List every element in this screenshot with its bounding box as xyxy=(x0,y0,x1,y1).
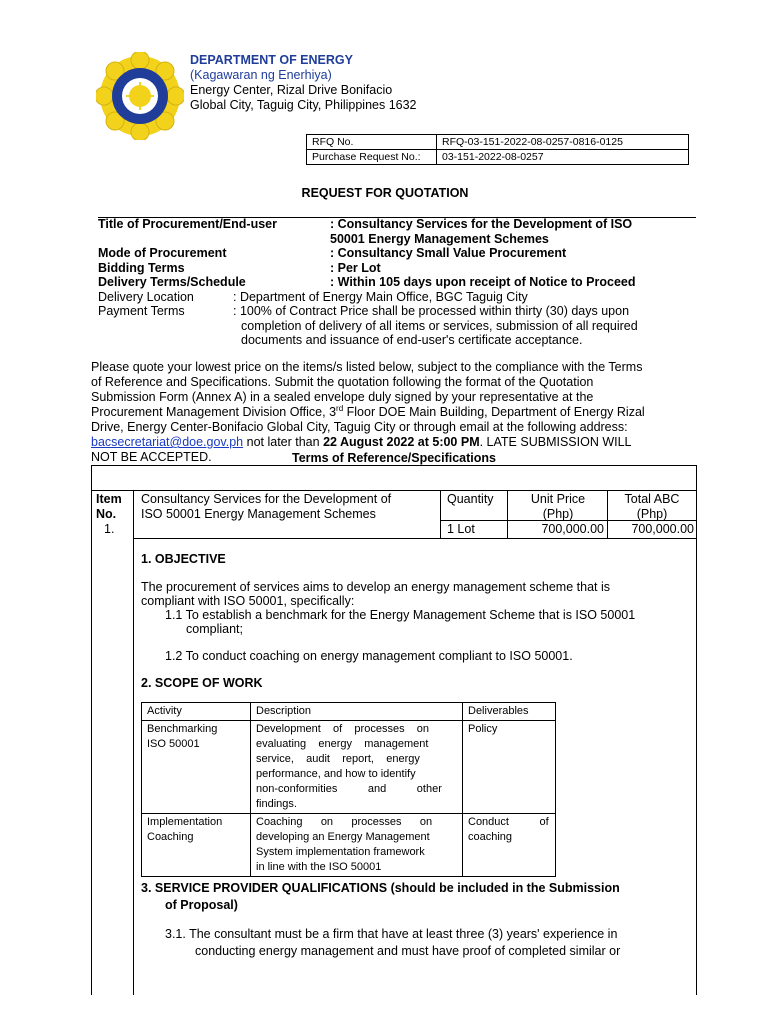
address-line-1: Energy Center, Rizal Drive Bonifacio xyxy=(190,83,393,97)
doe-logo xyxy=(96,52,184,140)
instructions-line: NOT BE ACCEPTED. xyxy=(91,450,212,464)
department-subtitle: (Kagawaran ng Enerhiya) xyxy=(190,68,332,82)
col-total-header: Total ABC (Php) xyxy=(624,492,680,521)
address-line-2: Global City, Taguig City, Philippines 1632 xyxy=(190,98,417,112)
title-value-2: 50001 Energy Management Schemes xyxy=(330,231,549,246)
item-unit-price: 700,000.00 xyxy=(541,522,604,536)
instructions-line: Procurement Management Division Office, 3rd Floor DOE Main Building, Department of Energy Rizal xyxy=(91,403,645,419)
col-qty-header: Quantity xyxy=(447,492,494,506)
bidding-label: Bidding Terms xyxy=(98,260,185,275)
scope-heading: 2. SCOPE OF WORK xyxy=(141,676,263,690)
instructions-line: Please quote your lowest price on the items/s listed below, subject to the compliance with the Terms xyxy=(91,360,643,374)
col-desc-header: Consultancy Services for the Development of ISO 50001 Energy Management Schemes xyxy=(141,492,392,521)
objective-heading: 1. OBJECTIVE xyxy=(141,552,226,566)
scope-table xyxy=(141,702,556,877)
doe-seal-icon xyxy=(96,52,184,140)
payment-value-1: : 100% of Contract Price shall be processed within thirty (30) days upon xyxy=(233,304,630,318)
col-unit-header: Unit Price (Php) xyxy=(530,492,586,521)
pr-label: Purchase Request No.: xyxy=(307,150,437,165)
procurement-summary xyxy=(98,217,698,348)
scope-row2-activity: Implementation Coaching xyxy=(142,814,251,877)
document-title: REQUEST FOR QUOTATION xyxy=(301,186,469,200)
header-block xyxy=(190,53,417,113)
instructions-paragraph xyxy=(91,360,697,465)
location-value: : Department of Energy Main Office, BGC Taguig City xyxy=(233,289,528,304)
qualifications-heading: 3. SERVICE PROVIDER QUALIFICATIONS (should be included in the Submission of Proposal) xyxy=(141,881,620,912)
mode-value: : Consultancy Small Value Procurement xyxy=(330,246,567,260)
objective-item-1-2: 1.2 To conduct coaching on energy management compliant to ISO 50001. xyxy=(165,649,573,663)
instructions-line: of Reference and Specifications. Submit the quotation following the format of the Quotation xyxy=(91,375,594,389)
rfq-label: RFQ No. xyxy=(307,135,437,150)
rfq-value: RFQ-03-151-2022-08-0257-0816-0125 xyxy=(437,135,689,150)
qualifications-text: 3.1. The consultant must be a firm that have at least three (3) years' experience in conducting energy management and must have proof of completed similar or xyxy=(165,927,621,958)
item-total: 700,000.00 xyxy=(631,522,694,536)
scope-header-deliverables: Deliverables xyxy=(463,703,556,721)
scope-header-activity: Activity xyxy=(142,703,251,721)
title-label: Title of Procurement/End-user xyxy=(98,217,277,231)
scope-row1-deliverable: Policy xyxy=(463,721,556,814)
col-item-header: Item No. xyxy=(96,492,122,521)
tor-title: Terms of Reference/Specifications xyxy=(291,451,496,465)
bidding-value: : Per Lot xyxy=(330,260,381,275)
instructions-line: Drive, Energy Center-Bonifacio Global City, Taguig City or through email at the following address: xyxy=(91,420,628,434)
instructions-line: bacsecretariat@doe.gov.ph not later than 22 August 2022 at 5:00 PM. LATE SUBMISSION WILL xyxy=(91,435,632,449)
pr-value: 03-151-2022-08-0257 xyxy=(437,150,689,165)
instructions-line: Submission Form (Annex A) in a sealed envelope duly signed by your representative at the xyxy=(91,390,594,404)
delivery-terms-label: Delivery Terms/Schedule xyxy=(98,275,246,289)
scope-row2-description: Coaching on processes on developing an Energy Management System implementation framework in line with the ISO 50001 xyxy=(251,814,463,877)
scope-row1-description: Development of processes on evaluating energy management service, audit report, energy performance, and how to identify non-conformities and other findings. xyxy=(251,721,463,814)
payment-value-3: documents and issuance of end-user's certificate acceptance. xyxy=(241,333,583,347)
department-name: DEPARTMENT OF ENERGY xyxy=(190,53,353,67)
deadline: 22 August 2022 at 5:00 PM xyxy=(323,435,480,449)
title-value-1: : Consultancy Services for the Development of ISO xyxy=(330,217,633,231)
item-quantity: 1 Lot xyxy=(447,522,475,536)
rfq-number-table xyxy=(306,134,689,165)
scope-header-description: Description xyxy=(251,703,463,721)
mode-label: Mode of Procurement xyxy=(98,246,227,260)
objective-text: The procurement of services aims to develop an energy management scheme that is compliant with ISO 50001, specifically: 1.1 To establish a benchmark for the Energy Management Scheme that is ISO 50001 compliant; xyxy=(141,580,636,636)
delivery-terms-value: : Within 105 days upon receipt of Notice to Proceed xyxy=(330,275,636,289)
item-number: 1. xyxy=(104,522,115,536)
payment-label: Payment Terms xyxy=(98,304,185,318)
payment-value-2: completion of delivery of all items or services, submission of all required xyxy=(241,318,638,333)
email-link[interactable]: bacsecretariat@doe.gov.ph xyxy=(91,435,244,449)
scope-row2-deliverable: Conduct of coaching xyxy=(463,814,556,877)
location-label: Delivery Location xyxy=(98,289,194,304)
scope-row1-activity: Benchmarking ISO 50001 xyxy=(142,721,251,814)
